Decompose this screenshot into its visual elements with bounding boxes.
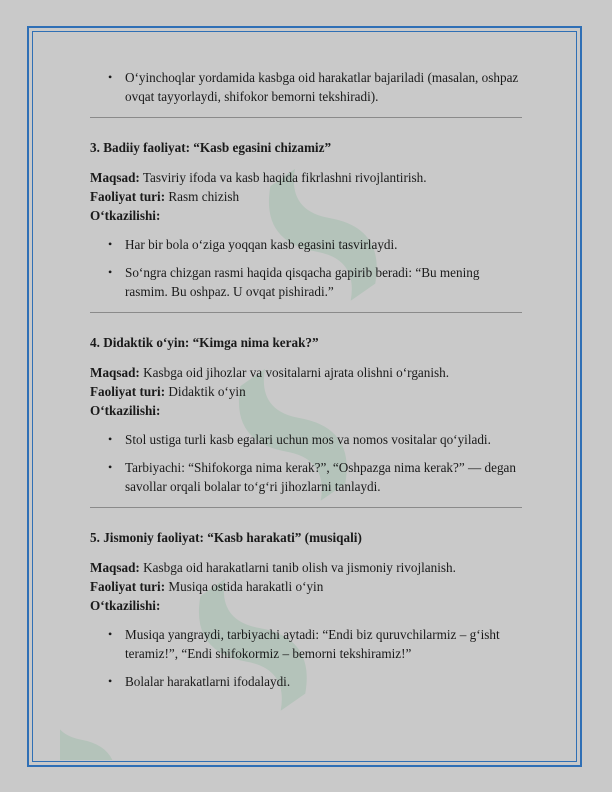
list-item: • Musiqa yangraydi, tarbiyachi aytadi: “Endi biz quruvchilarmiz – g‘isht teramiz!”, “Endi shifokormiz – bemorni tekshiramiz!” bbox=[90, 625, 522, 663]
section-divider bbox=[90, 507, 522, 508]
goal-text: Kasbga oid harakatlarni tanib olish va jismoniy rivojlanish. bbox=[143, 560, 456, 575]
goal-line bbox=[90, 168, 522, 187]
type-label: Faoliyat turi: bbox=[90, 189, 166, 204]
section-title: 4. Didaktik o‘yin: “Kimga nima kerak?” bbox=[90, 335, 319, 350]
list-item: • Stol ustiga turli kasb egalari uchun mos va nomos vositalar qo‘yiladi. bbox=[90, 430, 522, 449]
list-item: • O‘yinchoqlar yordamida kasbga oid harakatlar bajariladi (masalan, oshpaz ovqat tayyorlaydi, shifokor bemorni tekshiradi). bbox=[90, 68, 522, 106]
type-line bbox=[90, 187, 522, 206]
type-text: Rasm chizish bbox=[168, 189, 240, 204]
type-line bbox=[90, 382, 522, 401]
section-divider bbox=[90, 117, 522, 118]
section-title: 3. Badiiy faoliyat: “Kasb egasini chizamiz” bbox=[90, 140, 332, 155]
method-label: O‘tkazilishi: bbox=[90, 598, 161, 613]
goal-label: Maqsad: bbox=[90, 170, 140, 185]
goal-line bbox=[90, 558, 522, 577]
list-item: • Tarbiyachi: “Shifokorga nima kerak?”, “Oshpazga nima kerak?” — degan savollar orqali bolalar to‘g‘ri jihozlarni tanlaydi. bbox=[90, 458, 522, 496]
list-item: • So‘ngra chizgan rasmi haqida qisqacha gapirib beradi: “Bu mening rasmim. Bu oshpaz. U ovqat pishiradi.” bbox=[90, 263, 522, 301]
section-5 bbox=[90, 528, 522, 691]
section-divider bbox=[90, 312, 522, 313]
goal-label: Maqsad: bbox=[90, 365, 140, 380]
goal-text: Kasbga oid jihozlar va vositalarni ajrata olishni o‘rganish. bbox=[143, 365, 450, 380]
type-label: Faoliyat turi: bbox=[90, 384, 166, 399]
type-text: Didaktik o‘yin bbox=[168, 384, 246, 399]
intro-list bbox=[90, 68, 522, 106]
method-label: O‘tkazilishi: bbox=[90, 403, 161, 418]
method-list bbox=[90, 625, 522, 691]
section-title: 5. Jismoniy faoliyat: “Kasb harakati” (musiqali) bbox=[90, 530, 362, 545]
method-list bbox=[90, 430, 522, 496]
type-label: Faoliyat turi: bbox=[90, 579, 166, 594]
list-item: • Bolalar harakatlarni ifodalaydi. bbox=[90, 672, 522, 691]
method-list bbox=[90, 235, 522, 301]
goal-label: Maqsad: bbox=[90, 560, 140, 575]
method-label: O‘tkazilishi: bbox=[90, 208, 161, 223]
type-text: Musiqa ostida harakatli o‘yin bbox=[168, 579, 324, 594]
document-body bbox=[90, 68, 522, 700]
list-item: • Har bir bola o‘ziga yoqqan kasb egasini tasvirlaydi. bbox=[90, 235, 522, 254]
goal-text: Tasviriy ifoda va kasb haqida fikrlashni rivojlantirish. bbox=[142, 170, 427, 185]
type-line bbox=[90, 577, 522, 596]
goal-line bbox=[90, 363, 522, 382]
section-4 bbox=[90, 333, 522, 508]
section-3 bbox=[90, 138, 522, 313]
